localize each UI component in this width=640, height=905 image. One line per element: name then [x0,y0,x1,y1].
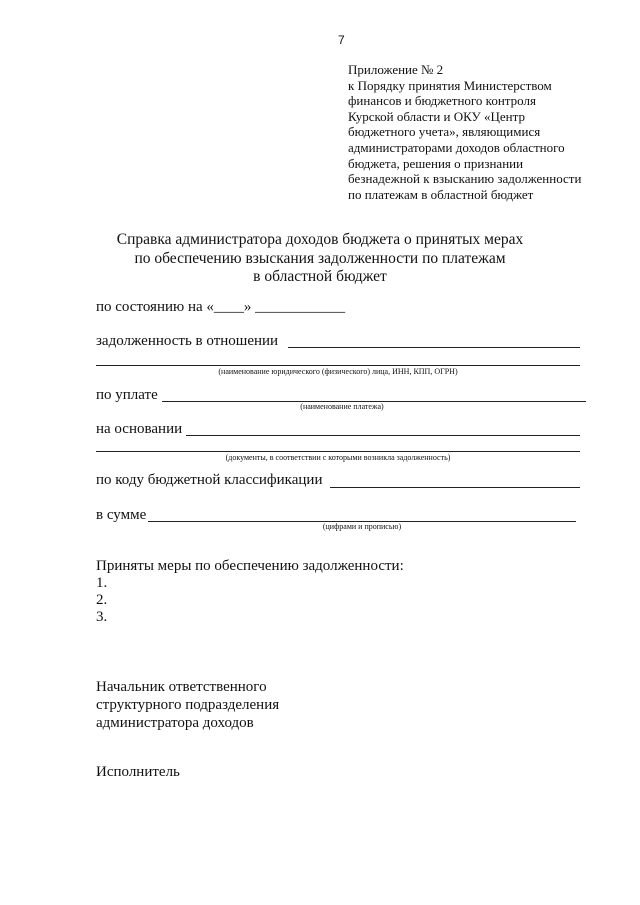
document-title [60,231,580,287]
annex-block [348,62,581,202]
kbk-field-line[interactable] [330,487,580,488]
annex-line: безнадежной к взысканию задолженности [348,171,582,187]
debt-label: задолженность в отношении [96,333,279,349]
annex-line: финансов и бюджетного контроля [348,93,536,109]
measure-item: 1. [96,575,108,591]
title-line: по обеспечению взыскания задолженности по платежам [134,249,506,267]
measure-item: 3. [96,609,108,625]
payment-caption: (наименование платежа) [300,402,384,411]
debt-field-line-2[interactable] [96,365,580,366]
signature-line: администратора доходов [96,715,254,731]
executor-label: Исполнитель [96,764,180,780]
kbk-label: по коду бюджетной классификации [96,472,323,488]
title-line: Справка администратора доходов бюджета о принятых мерах [116,231,524,248]
annex-line: по платежам в областной бюджет [348,186,534,202]
annex-line: к Порядку принятия Министерством [348,77,552,93]
debt-caption: (наименование юридического (физического) лица, ИНН, КПП, ОГРН) [218,367,458,376]
sum-label: в сумме [96,507,147,523]
signature-line: Начальник ответственного [96,679,267,695]
annex-line: бюджета, решения о признании [348,155,524,171]
measure-item: 2. [96,592,108,608]
debt-field-line[interactable] [288,347,580,348]
annex-line: администраторами доходов областного [348,139,565,155]
measures-heading: Приняты меры по обеспечению задолженности: [96,558,404,574]
payment-label: по уплате [96,387,158,403]
title-line: в областной бюджет [253,268,387,285]
basis-label: на основании [96,421,183,437]
date-label: по состоянию на «____» ____________ [96,299,346,315]
page-number: 7 [338,33,345,47]
basis-field-line[interactable] [186,435,580,436]
basis-caption: (документы, в соответствии с которыми возникла задолженность) [225,453,451,462]
annex-line: Приложение № 2 [348,62,444,77]
basis-field-line-2[interactable] [96,451,580,452]
signature-line: структурного подразделения [96,697,280,713]
sum-caption: (цифрами и прописью) [322,522,402,531]
annex-line: бюджетного учета», являющимися [348,124,541,140]
annex-line: Курской области и ОКУ «Центр [348,108,525,124]
